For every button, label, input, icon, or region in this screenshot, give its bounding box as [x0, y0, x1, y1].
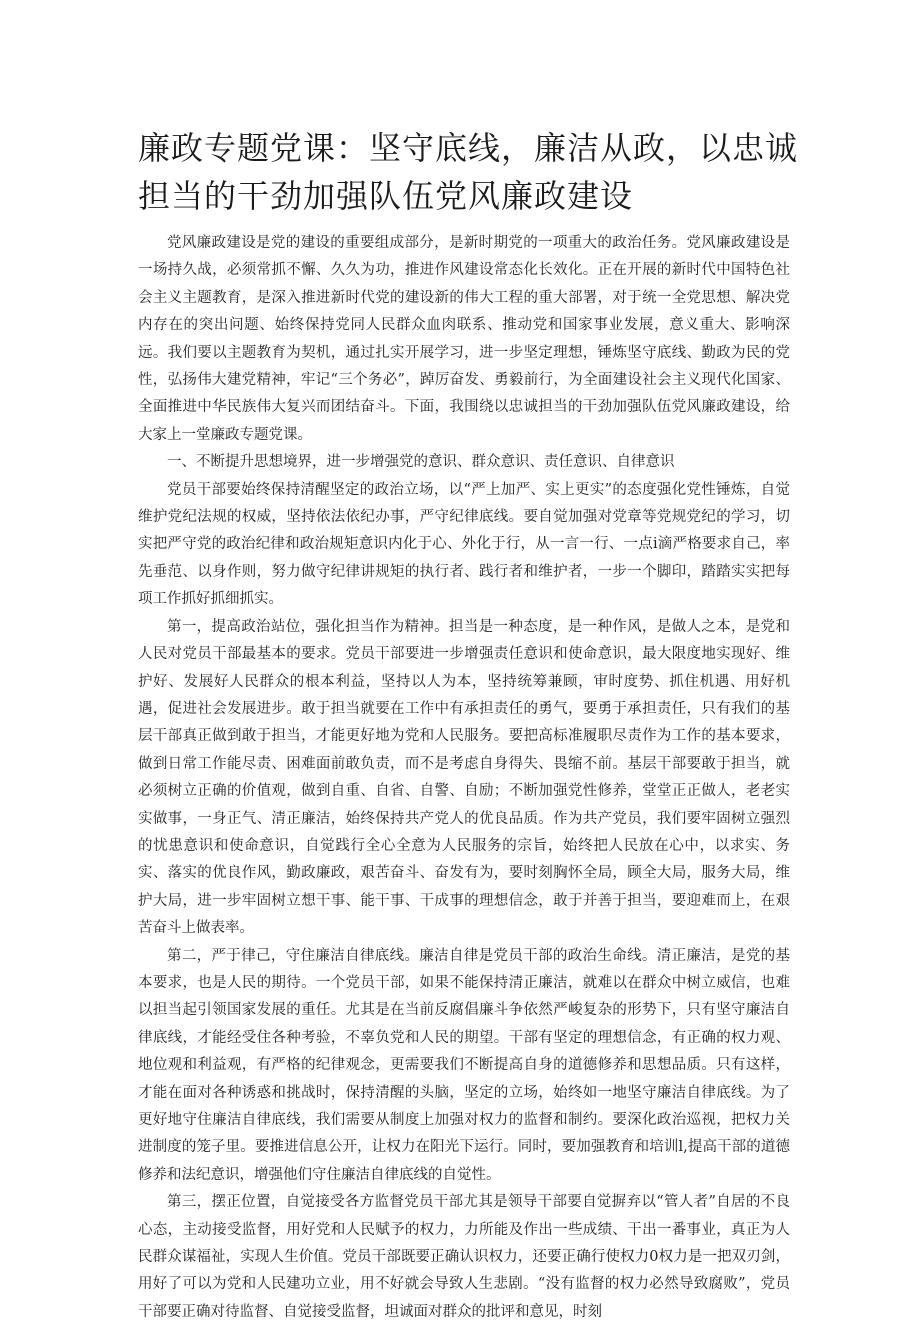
paragraph-first-point: 第一，提高政治站位，强化担当作为精神。担当是一种态度，是一种作风，是做人之本，是党和人民对党员干部最基本的要求。党员干部要进一步增强责任意识和使命意识，最大限度地实现好、维护好、发展好人民群众的根本利益，坚持以人为本，坚持统筹兼顾，审时度势、抓住机遇、用好机遇，促进社会发展进步。敢于担当就要在工作中有承担责任的勇气，要勇于承担责任，只有我们的基层干部真正做到敢于担当，才能更好地为党和人民服务。要把高标准履职尽责作为工作的基本要求，做到日常工作能尽责、困难面前敢负责，而不是考虑自身得失、畏缩不前。基层干部要敢于担当，就必须树立正确的价值观，做到自重、自省、自警、自励；不断加强党性修养，堂堂正正做人，老老实实做事，一身正气、清正廉洁，始终保持共产党人的优良品质。作为共产党员，我们要牢固树立强烈的忧患意识和使命意识，自觉践行全心全意为人民服务的宗旨，始终把人民放在心中，以求实、务实、落实的优良作风，勤政廉政，艰苦奋斗、奋发有为，要时刻胸怀全局，顾全大局，服务大局，维护大局，进一步牢固树立想干事、能干事、干成事的理想信念，敢于并善于担当，要迎难而上，在艰苦奋斗上做表率。	[138, 618, 790, 937]
paragraph-third-point: 第三，摆正位置，自觉接受各方监督党员干部尤其是领导干部要自觉摒弃以“管人者”自居的不良心态，主动接受监督，用好党和人民赋予的权力，力所能及作出一些成绩、干出一番事业，真正为人民群众谋福祉，实现人生价值。党员干部既要正确认识权力，还要正确行使权力0权力是一把双刃剑，用好了可以为党和人民建功立业，用不好就会导致人生悲剧。“没有监督的权力必然导致腐败”，党员干部要正确对待监督、自觉接受监督，坦诚面对群众的批评和意见，时刻	[138, 1194, 790, 1320]
document-title: 廉政专题党课：坚守底线，廉洁从政，以忠诚担当的干劲加强队伍党风廉政建设	[138, 129, 799, 215]
paragraph-second-point: 第二，严于律己，守住廉洁自律底线。廉洁自律是党员干部的政治生命线。清正廉洁，是党的基本要求，也是人民的期待。一个党员干部，如果不能保持清正廉洁，就难以在群众中树立威信，也难以担当起引领国家发展的重任。尤其是在当前反腐倡廉斗争依然严峻复杂的形势下，只有坚守廉洁自律底线，才能经受住各种考验，不辜负党和人民的期望。干部有坚定的理想信念，有正确的权力观、地位观和利益观，有严格的纪律观念，更需要我们不断提高自身的道德修养和思想品质。只有这样，才能在面对各种诱惑和挑战时，保持清醒的头脑，坚定的立场，始终如一地坚守廉洁自律底线。为了更好地守住廉洁自律底线，我们需要从制度上加强对权力的监督和制约。要深化政治巡视，把权力关进制度的笼子里。要推进信息公开，让权力在阳光下运行。同时，要加强教育和培训l,提高干部的道德修养和法纪意识，增强他们守住廉洁自律底线的自觉性。	[138, 947, 790, 1183]
document-body	[138, 230, 790, 1326]
paragraph-discipline: 党员干部要始终保持清醒坚定的政治立场，以“严上加严、实上更实”的态度强化党性锤炼，自觉维护党纪法规的权威，坚持依法依纪办事，严守纪律底线。要自觉加强对党章等党规党纪的学习，切实把严守党的政治纪律和政治规矩意识内化于心、外化于行，从一言一行、一点i滴严格要求自己，率先垂范、以身作则，努力做守纪律讲规矩的执行者、践行者和维护者，一步一个脚印，踏踏实实把每项工作抓好抓细抓实。	[138, 481, 790, 608]
section-heading-1: 一、不断提升思想境界，进一步增强党的意识、群众意识、责任意识、自律意识	[167, 454, 675, 471]
paragraph-intro: 党风廉政建设是党的建设的重要组成部分，是新时期党的一项重大的政治任务。党风廉政建设是一场持久战，必须常抓不懈、久久为功，推进作风建设常态化长效化。正在开展的新时代中国特色社会主义主题教育，是深入推进新时代党的建设新的伟大工程的重大部署，对于统一全党思想、解决党内存在的突出问题、始终保持党同人民群众血肉联系、推动党和国家事业发展，意义重大、影响深远。我们要以主题教育为契机，通过扎实开展学习，进一步坚定理想，锤炼坚守底线、勤政为民的党性，弘扬伟大建党精神，牢记“三个务必”，踔厉奋发、勇毅前行，为全面建设社会主义现代化国家、全面推进中华民族伟大复兴而团结奋斗。下面，我围绕以忠诚担当的干劲加强队伍党风廉政建设，给大家上一堂廉政专题党课。	[138, 235, 790, 443]
